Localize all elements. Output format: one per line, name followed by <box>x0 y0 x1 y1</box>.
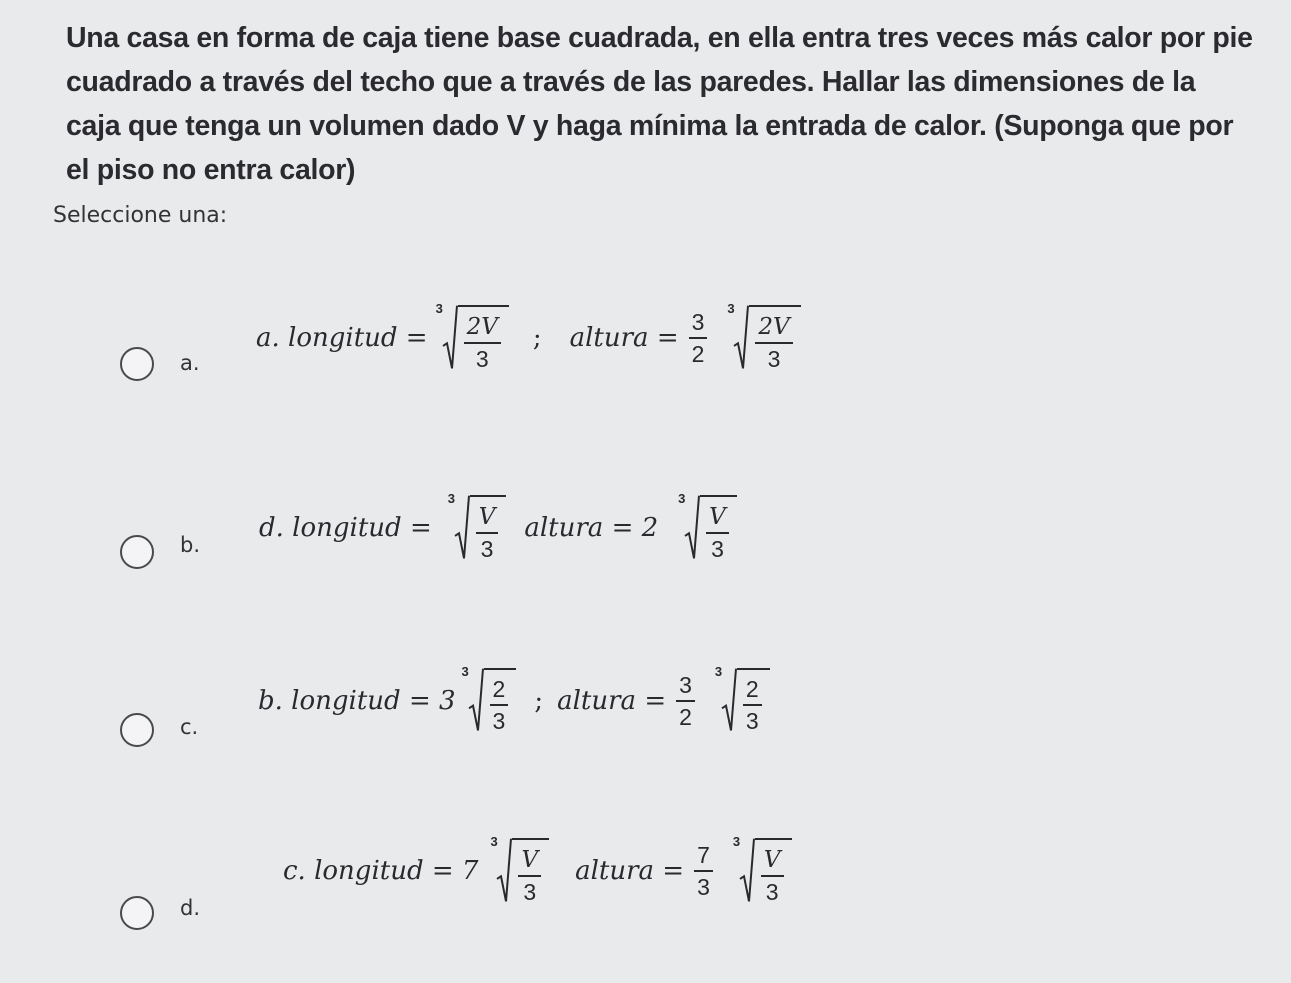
option-letter: c. <box>180 715 199 739</box>
coef-numerator: 7 <box>694 843 713 872</box>
radio-button-c[interactable] <box>120 713 154 747</box>
radio-button-b[interactable] <box>120 535 154 569</box>
fraction-denominator: 3 <box>492 708 506 734</box>
option-d-formula <box>283 834 792 905</box>
fraction-numerator: 2 <box>490 677 509 706</box>
altura-lead: altura = 2 <box>524 513 659 543</box>
option-c-formula <box>258 664 770 734</box>
cube-root <box>732 834 792 905</box>
formula-lead: a. longitud = <box>256 323 428 353</box>
option-c[interactable] <box>0 664 1291 768</box>
cube-root <box>714 664 770 734</box>
root-index: 3 <box>732 834 741 849</box>
cube-root <box>461 664 517 734</box>
fraction-numerator: V <box>476 505 499 534</box>
fraction-denominator: 3 <box>711 536 724 562</box>
fraction-numerator: V <box>518 848 541 877</box>
fraction-denominator: 3 <box>767 346 781 372</box>
cube-root <box>727 301 800 372</box>
coef-numerator: 3 <box>689 310 708 339</box>
root-index: 3 <box>447 491 455 506</box>
fraction-denominator: 3 <box>480 536 494 562</box>
select-prompt: Seleccione una: <box>53 203 228 228</box>
altura-lead: altura = <box>557 685 667 716</box>
option-b-formula <box>259 491 737 562</box>
option-letter: a. <box>180 351 200 375</box>
question-text: Una casa en forma de caja tiene base cuadrada, en ella entra tres veces más calor por pie cuadrado a través del techo que a través de las paredes. Hallar las dimensiones de la caja que tenga un volumen dado V y haga mínima la entrada de calor. (Suponga que por el piso no entra calor) <box>66 22 1253 186</box>
cube-root <box>678 491 737 562</box>
root-index: 3 <box>727 301 735 316</box>
radical-sign <box>721 668 737 733</box>
cube-root <box>447 491 507 562</box>
fraction-numerator: 2V <box>464 315 501 344</box>
fraction-denominator: 3 <box>765 879 779 905</box>
separator: ; <box>532 323 542 353</box>
formula-lead: d. longitud = <box>259 513 432 543</box>
fraction-numerator: V <box>761 848 784 877</box>
radical-sign <box>684 495 700 561</box>
radical-sign <box>454 495 470 561</box>
fraction-denominator: 3 <box>745 708 759 734</box>
fraction-numerator: 2 <box>743 677 762 706</box>
radical-sign <box>442 305 458 371</box>
cube-root <box>490 834 549 905</box>
fraction-denominator: 3 <box>475 346 489 372</box>
root-index: 3 <box>714 664 723 679</box>
radical-sign <box>468 668 484 733</box>
radio-button-d[interactable] <box>120 896 154 930</box>
root-index: 3 <box>461 664 469 679</box>
radical-sign <box>496 838 512 904</box>
coef-denominator: 2 <box>691 341 705 367</box>
coef-denominator: 3 <box>697 874 710 900</box>
option-a[interactable] <box>0 301 1291 405</box>
radio-button-a[interactable] <box>120 347 154 381</box>
option-b[interactable] <box>0 491 1291 595</box>
fraction-numerator: 2V <box>755 315 792 344</box>
root-index: 3 <box>678 491 686 506</box>
option-letter: d. <box>180 896 201 920</box>
option-a-formula <box>256 301 801 372</box>
root-index: 3 <box>490 834 498 849</box>
altura-lead: altura = <box>569 323 679 353</box>
fraction-denominator: 3 <box>523 879 537 905</box>
formula-lead: b. longitud = 3 <box>258 685 456 716</box>
radical-sign <box>733 305 749 371</box>
root-index: 3 <box>435 301 443 316</box>
coef-denominator: 2 <box>679 703 692 730</box>
cube-root <box>435 301 509 372</box>
formula-lead: c. longitud = 7 <box>283 856 479 886</box>
option-letter: b. <box>180 533 201 557</box>
separator: ; <box>534 685 544 716</box>
fraction-numerator: V <box>706 505 729 534</box>
coef-numerator: 3 <box>676 673 695 702</box>
option-d[interactable] <box>0 834 1291 938</box>
altura-lead: altura = <box>575 856 685 886</box>
radical-sign <box>739 838 755 904</box>
